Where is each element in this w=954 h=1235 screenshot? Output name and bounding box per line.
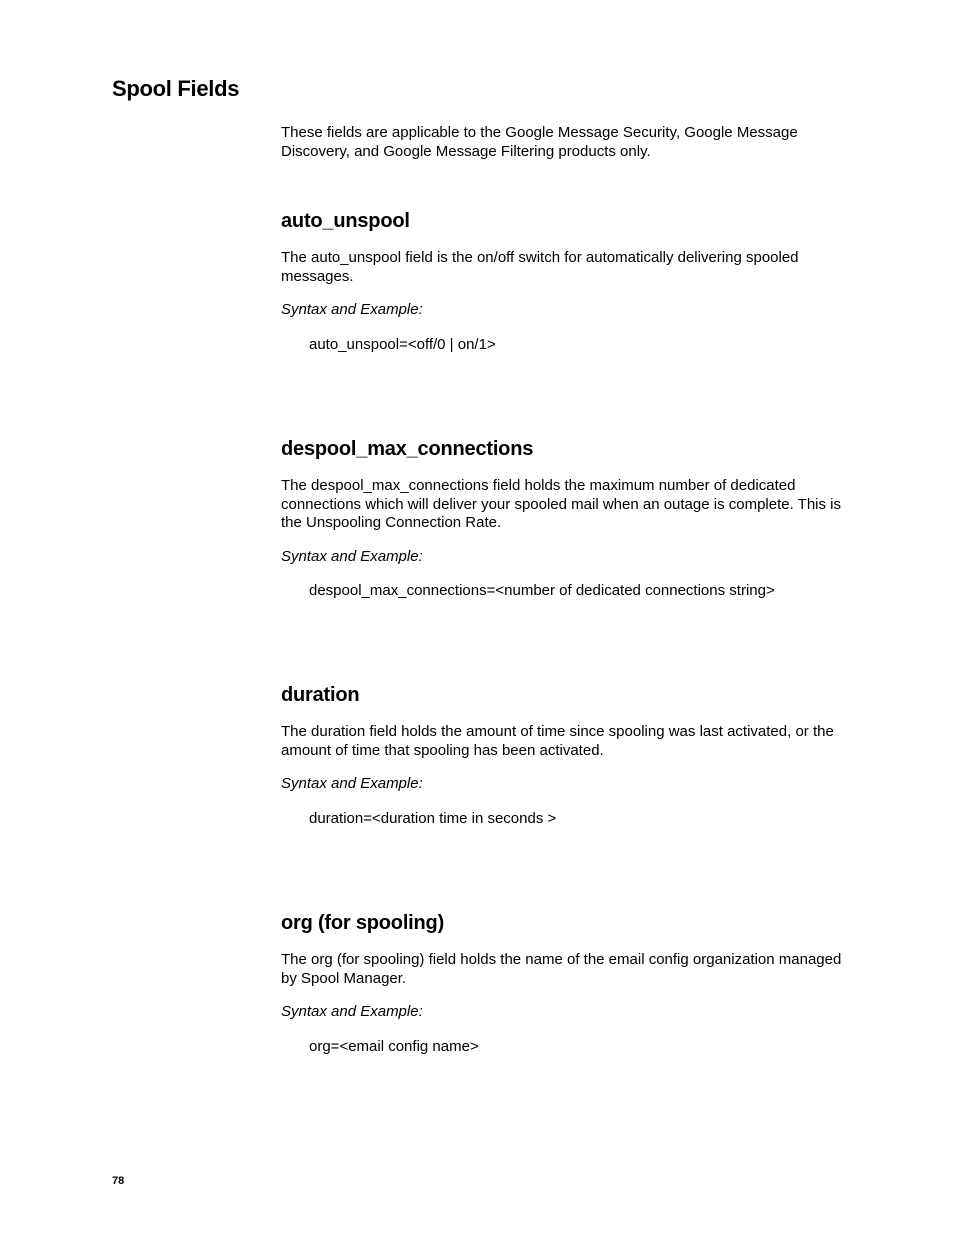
section-description: The org (for spooling) field holds the name of the email config organization managed by Spool Manager. (281, 951, 842, 987)
syntax-label: Syntax and Example: (281, 301, 423, 318)
section-auto-unspool (281, 209, 851, 354)
section-heading: despool_max_connections (281, 438, 534, 460)
intro-paragraph: These fields are applicable to the Google Message Security, Google Message Discovery, and Google Message Filtering products only. (281, 124, 798, 160)
syntax-example: duration=<duration time in seconds > (309, 809, 557, 827)
syntax-example: org=<email config name> (309, 1037, 479, 1055)
section-description: The duration field holds the amount of time since spooling was last activated, or the amount of time that spooling has been activated. (281, 723, 834, 759)
section-description: The despool_max_connections field holds the maximum number of dedicated connections which will deliver your spooled mail when an outage is complete. This is the Unspooling Connection Rate. (281, 477, 842, 531)
main-content (281, 124, 851, 1055)
section-org-for-spooling (281, 911, 851, 1056)
page-number: 78 (112, 1175, 125, 1187)
section-heading: auto_unspool (281, 210, 410, 232)
section-despool-max-connections (281, 437, 851, 601)
syntax-example: despool_max_connections=<number of dedicated connections string> (309, 582, 775, 599)
syntax-example: auto_unspool=<off/0 | on/1> (309, 335, 496, 353)
section-duration (281, 683, 851, 828)
page-title: Spool Fields (112, 76, 240, 101)
section-heading: org (for spooling) (281, 912, 445, 934)
syntax-label: Syntax and Example: (281, 775, 423, 792)
section-description: The auto_unspool field is the on/off switch for automatically delivering spooled messages. (281, 249, 799, 285)
section-heading: duration (281, 684, 360, 706)
syntax-label: Syntax and Example: (281, 1003, 423, 1020)
syntax-label: Syntax and Example: (281, 547, 423, 565)
